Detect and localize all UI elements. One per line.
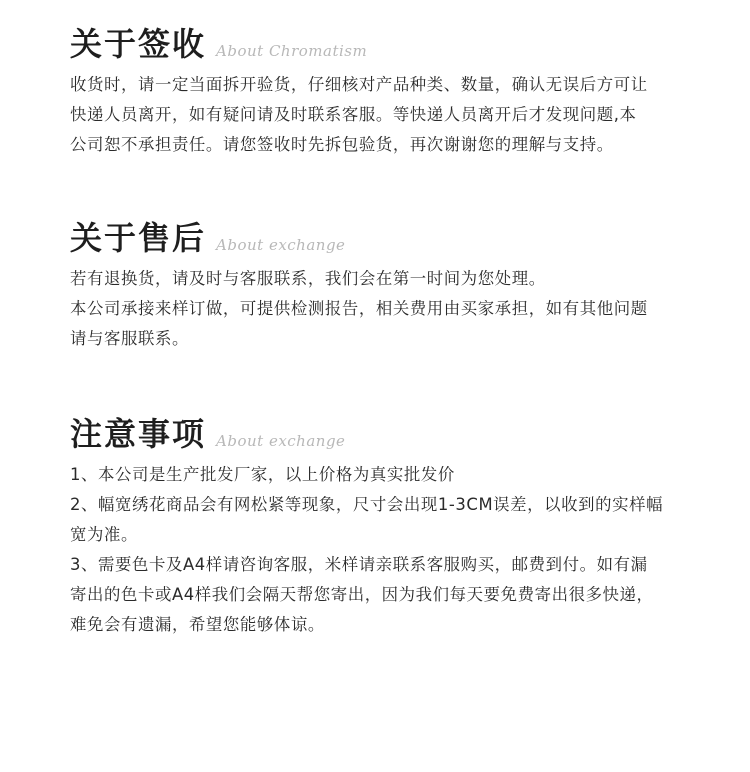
section-subtitle: About exchange — [216, 236, 346, 254]
body-line: 本公司承接来样订做，可提供检测报告，相关费用由买家承担，如有其他问题 — [70, 299, 648, 318]
section-body — [70, 70, 710, 160]
body-line: 公司恕不承担责任。请您签收时先拆包验货，再次谢谢您的理解与支持。 — [70, 135, 614, 154]
section-heading-row — [70, 24, 710, 64]
body-line: 3、需要色卡及A4样请咨询客服，米样请亲联系客服购买，邮费到付。如有漏 — [70, 555, 648, 574]
section-notes — [70, 414, 710, 640]
section-title: 关于签收 — [70, 25, 207, 63]
body-line: 收货时，请一定当面拆开验货，仔细核对产品种类、数量，确认无误后方可让 — [70, 75, 648, 94]
body-line: 宽为准。 — [70, 525, 138, 544]
section-title: 关于售后 — [70, 219, 207, 257]
section-heading-row — [70, 414, 710, 454]
section-title: 注意事项 — [70, 415, 207, 453]
section-body — [70, 460, 710, 640]
body-line: 难免会有遗漏，希望您能够体谅。 — [70, 615, 325, 634]
body-line: 若有退换货，请及时与客服联系，我们会在第一时间为您处理。 — [70, 269, 546, 288]
section-after-sales — [70, 218, 710, 354]
body-line: 请与客服联系。 — [70, 329, 189, 348]
section-heading-row — [70, 218, 710, 258]
section-subtitle: About Chromatism — [216, 42, 368, 60]
section-body — [70, 264, 710, 354]
body-line: 2、幅宽绣花商品会有网松紧等现象，尺寸会出现1-3CM误差，以收到的实样幅 — [70, 495, 664, 514]
body-line: 快递人员离开，如有疑问请及时联系客服。等快递人员离开后才发现问题,本 — [70, 105, 637, 124]
body-line: 寄出的色卡或A4样我们会隔天帮您寄出，因为我们每天要免费寄出很多快递， — [70, 585, 654, 604]
body-line: 1、本公司是生产批发厂家，以上价格为真实批发价 — [70, 465, 455, 484]
section-subtitle: About exchange — [216, 432, 346, 450]
section-signing — [70, 24, 710, 160]
